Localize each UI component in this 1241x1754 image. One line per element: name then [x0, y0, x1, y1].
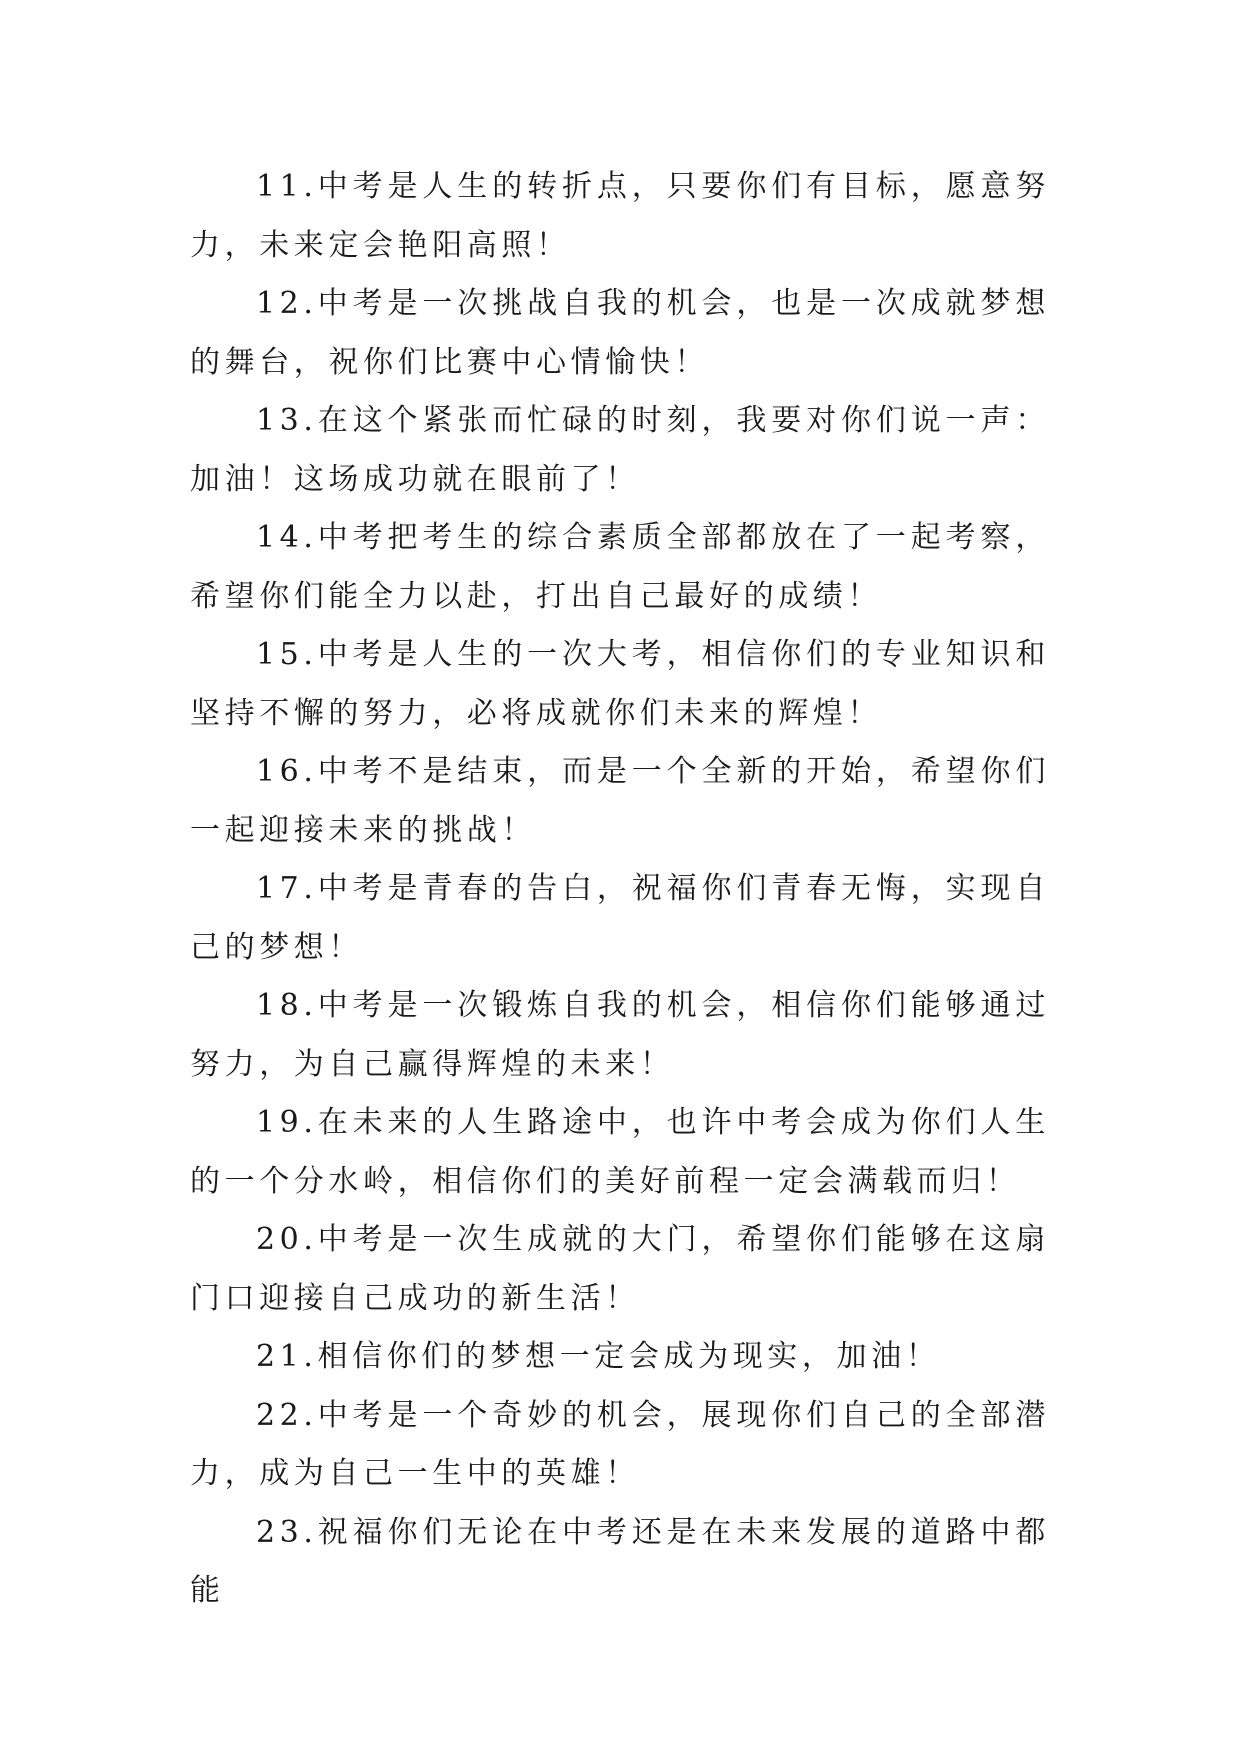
paragraph-17: 17.中考是青春的告白，祝福你们青春无悔，实现自己的梦想！ [190, 871, 1050, 965]
paragraph-22: 22.中考是一个奇妙的机会，展现你们自己的全部潜力，成为自己一生中的英雄！ [190, 1397, 1050, 1491]
paragraph-15: 15.中考是人生的一次大考，相信你们的专业知识和坚持不懈的努力，必将成就你们未来的辉煌！ [190, 637, 1050, 731]
paragraph-16: 16.中考不是结束，而是一个全新的开始，希望你们一起迎接未来的挑战！ [190, 754, 1050, 848]
paragraph-14: 14.中考把考生的综合素质全部都放在了一起考察，希望你们能全力以赴，打出自己最好的成绩！ [190, 520, 1050, 614]
paragraph-23: 23.祝福你们无论在中考还是在未来发展的道路中都能 [190, 1514, 1050, 1608]
paragraph-21: 21.相信你们的梦想一定会成为现实，加油！ [256, 1339, 941, 1374]
paragraph-13: 13.在这个紧张而忙碌的时刻，我要对你们说一声：加油！这场成功就在眼前了！ [190, 403, 1050, 497]
document-body [190, 158, 1050, 1621]
paragraph-18: 18.中考是一次锻炼自我的机会，相信你们能够通过努力，为自己赢得辉煌的未来！ [190, 988, 1050, 1082]
paragraph-12: 12.中考是一次挑战自我的机会，也是一次成就梦想的舞台，祝你们比赛中心情愉快！ [190, 286, 1050, 380]
paragraph-11: 11.中考是人生的转折点，只要你们有目标，愿意努力，未来定会艳阳高照！ [190, 169, 1050, 263]
paragraph-19: 19.在未来的人生路途中，也许中考会成为你们人生的一个分水岭，相信你们的美好前程一定会满载而归！ [190, 1105, 1050, 1199]
paragraph-20: 20.中考是一次生成就的大门，希望你们能够在这扇门口迎接自己成功的新生活！ [190, 1222, 1050, 1316]
